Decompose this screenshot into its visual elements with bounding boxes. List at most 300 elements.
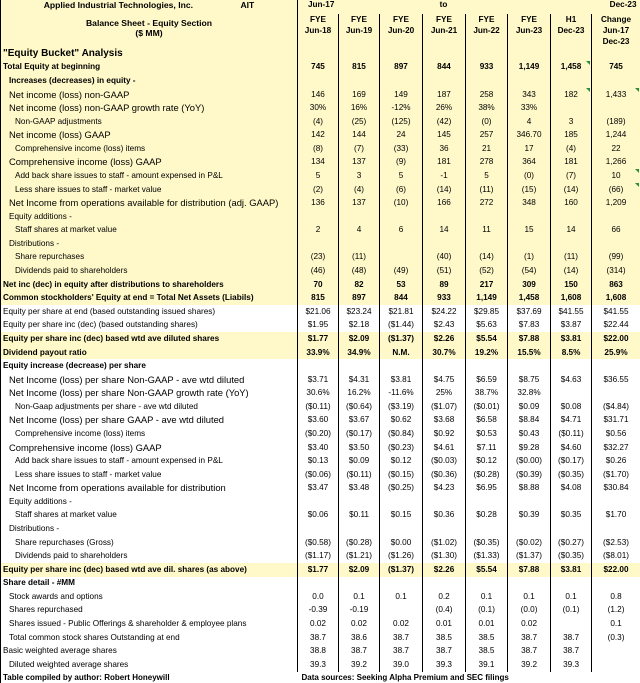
cell-value: (2) <box>298 183 339 197</box>
cell-value: $3.47 <box>298 482 339 496</box>
cell-value: (0.0) <box>508 604 551 618</box>
cell-value: $2.26 <box>423 332 466 346</box>
cell-value: ($0.35) <box>466 536 508 550</box>
cell-value: ($0.01) <box>466 400 508 414</box>
cell-value: 21 <box>466 142 508 156</box>
cell-value: $5.54 <box>466 563 508 577</box>
cell-value: -1 <box>423 169 466 183</box>
row-label: Diluted weighted average shares <box>1 658 298 672</box>
table-row <box>1 61 640 75</box>
cell-value: $7.11 <box>466 441 508 455</box>
cell-value: ($0.11) <box>298 400 339 414</box>
cell-value: 0.02 <box>508 617 551 631</box>
cell-value: $4.61 <box>423 441 466 455</box>
cell-value: 815 <box>298 291 339 305</box>
cell-value: 1,433 <box>592 88 640 102</box>
cell-value: $31.71 <box>592 414 640 428</box>
cell-value: $3.68 <box>423 414 466 428</box>
cell-value: 181 <box>551 156 592 170</box>
cell-value: 30% <box>298 101 339 115</box>
table-row <box>1 604 640 618</box>
cell-value: 182 <box>551 88 592 102</box>
cell-value: $1.77 <box>298 563 339 577</box>
table-row <box>1 210 640 224</box>
cell-value: 8.5% <box>551 346 592 360</box>
table-row <box>1 536 640 550</box>
cell-value <box>592 47 640 61</box>
cell-value: (14) <box>423 183 466 197</box>
cell-value: $0.92 <box>423 427 466 441</box>
cell-value: ($0.02) <box>508 536 551 550</box>
col-period-2: Jun-20 <box>380 25 423 36</box>
cell-value: 0.1 <box>380 590 423 604</box>
cell-value: ($4.84) <box>592 400 640 414</box>
cell-value: 39.2 <box>339 658 380 672</box>
cell-value: (54) <box>508 264 551 278</box>
cell-value: 2 <box>298 224 339 238</box>
row-label: Net Income (loss) per share Non-GAAP - ave wtd diluted <box>1 373 298 387</box>
cell-value <box>551 359 592 373</box>
cell-value: $8.88 <box>508 482 551 496</box>
cell-value: $4.71 <box>551 414 592 428</box>
cell-value: $0.35 <box>551 509 592 523</box>
cell-value: $6.59 <box>466 373 508 387</box>
cell-value: 1,608 <box>551 291 592 305</box>
cell-value: 66 <box>592 224 640 238</box>
table-row <box>1 74 640 88</box>
cell-value: ($0.27) <box>551 536 592 550</box>
cell-value: 15.5% <box>508 346 551 360</box>
cell-value <box>551 47 592 61</box>
row-label: Equity per share inc (dec) (based outstanding shares) <box>1 319 298 333</box>
col-type-2: FYE <box>380 14 423 25</box>
cell-value: $22.00 <box>592 332 640 346</box>
cell-value: 933 <box>466 61 508 75</box>
cell-value: 17 <box>508 142 551 156</box>
cell-value: $41.55 <box>551 305 592 319</box>
cell-value: (314) <box>592 264 640 278</box>
row-label: Increases (decreases) in equity - <box>1 74 298 88</box>
row-label: Staff shares at market value <box>1 224 298 238</box>
cell-value: $6.58 <box>466 414 508 428</box>
cell-value: 36 <box>423 142 466 156</box>
cell-value: $9.28 <box>508 441 551 455</box>
cell-value: (51) <box>423 264 466 278</box>
col-period2-6 <box>551 36 592 47</box>
cell-value <box>551 577 592 591</box>
cell-value: (11) <box>466 183 508 197</box>
cell-value: 1,244 <box>592 128 640 142</box>
table-row <box>1 549 640 563</box>
cell-value <box>380 210 423 224</box>
table-row <box>1 631 640 645</box>
cell-value: ($1.17) <box>298 549 339 563</box>
col-period-1: Jun-19 <box>339 25 380 36</box>
row-label: Comprehensive income (loss) GAAP <box>1 441 298 455</box>
cell-value: 0.1 <box>508 590 551 604</box>
cell-value: ($0.11) <box>339 468 380 482</box>
row-label: Net Income from operations available for distribution <box>1 482 298 496</box>
cell-value: 364 <box>508 156 551 170</box>
cell-value: (11) <box>339 251 380 265</box>
table-row <box>1 346 640 360</box>
cell-value <box>466 47 508 61</box>
cell-value: 26% <box>423 101 466 115</box>
cell-value <box>298 359 339 373</box>
cell-value <box>380 577 423 591</box>
cell-value: $1.95 <box>298 319 339 333</box>
col-type-4: FYE <box>466 14 508 25</box>
row-label: Shares repurchased <box>1 604 298 618</box>
cell-value <box>592 386 640 400</box>
table-row <box>1 644 640 658</box>
cell-value: (0.1) <box>551 604 592 618</box>
cell-value: 815 <box>339 61 380 75</box>
table-row <box>1 522 640 536</box>
row-label: Non-Gaap adjustments per share - ave wtd diluted <box>1 400 298 414</box>
cell-value <box>466 210 508 224</box>
cell-value: $4.63 <box>551 373 592 387</box>
cell-value <box>339 74 380 88</box>
cell-value: $0.39 <box>508 509 551 523</box>
row-label: Equity per share at end (based outstanding issued shares) <box>1 305 298 319</box>
table-row <box>1 386 640 400</box>
cell-value: 30.6% <box>298 386 339 400</box>
cell-value: $5.63 <box>466 319 508 333</box>
cell-value: 1,209 <box>592 196 640 210</box>
cell-value: (52) <box>466 264 508 278</box>
col-period-3: Jun-21 <box>423 25 466 36</box>
cell-value: (40) <box>423 251 466 265</box>
row-label: Equity additions - <box>1 210 298 224</box>
cell-value: $22.44 <box>592 319 640 333</box>
cell-value <box>508 74 551 88</box>
cell-value: $22.00 <box>592 563 640 577</box>
row-label: Net income (loss) non-GAAP growth rate (YoY) <box>1 101 298 115</box>
table-row <box>1 224 640 238</box>
cell-value: ($0.64) <box>339 400 380 414</box>
cell-value: $3.81 <box>380 373 423 387</box>
cell-value <box>423 495 466 509</box>
cell-value <box>551 617 592 631</box>
cell-value: -0.19 <box>339 604 380 618</box>
cell-value: $0.15 <box>380 509 423 523</box>
cell-value <box>380 495 423 509</box>
table-row <box>1 482 640 496</box>
row-label: Total Equity at beginning <box>1 61 298 75</box>
cell-value: ($1.07) <box>423 400 466 414</box>
cell-value: 24 <box>380 128 423 142</box>
cell-value: $2.18 <box>339 319 380 333</box>
cell-value: ($0.23) <box>380 441 423 455</box>
cell-value: (49) <box>380 264 423 278</box>
table-row <box>1 88 640 102</box>
cell-value: 0.0 <box>298 590 339 604</box>
cell-value <box>466 74 508 88</box>
col-type-3: FYE <box>423 14 466 25</box>
table-row <box>1 101 640 115</box>
cell-value: 1,608 <box>592 291 640 305</box>
col-type-6: H1 <box>551 14 592 25</box>
cell-value: $7.88 <box>508 332 551 346</box>
row-label: Comprehensive income (loss) items <box>1 142 298 156</box>
row-label: Net income (loss) non-GAAP <box>1 88 298 102</box>
cell-value: 11 <box>466 224 508 238</box>
col-period2-4 <box>466 36 508 47</box>
cell-value: 309 <box>508 278 551 292</box>
cell-value <box>592 495 640 509</box>
cell-value <box>423 237 466 251</box>
cell-value <box>339 210 380 224</box>
table-body <box>1 47 640 672</box>
table-row <box>1 400 640 414</box>
cell-value: 33% <box>508 101 551 115</box>
table-row <box>1 590 640 604</box>
cell-value: 0.1 <box>466 590 508 604</box>
cell-value: ($1.37) <box>380 332 423 346</box>
title-block <box>1 0 298 47</box>
cell-value: 346.70 <box>508 128 551 142</box>
cell-value: 38.7 <box>551 631 592 645</box>
subtitle: Balance Sheet - Equity Section <box>85 18 213 28</box>
cell-value <box>298 47 339 61</box>
cell-value: $5.54 <box>466 332 508 346</box>
cell-value <box>592 74 640 88</box>
cell-value: 10 <box>592 169 640 183</box>
cell-value: 160 <box>551 196 592 210</box>
cell-value: (66) <box>592 183 640 197</box>
cell-value <box>508 237 551 251</box>
cell-value: 22 <box>592 142 640 156</box>
cell-value: 38.7 <box>423 644 466 658</box>
cell-value <box>592 359 640 373</box>
row-label: Shares issued - Public Offerings & shareholder & employee plans <box>1 617 298 631</box>
cell-value <box>423 47 466 61</box>
cell-value: (1) <box>508 251 551 265</box>
cell-value: 145 <box>423 128 466 142</box>
cell-value: 14 <box>423 224 466 238</box>
cell-value: 258 <box>466 88 508 102</box>
cell-value: 1,149 <box>466 291 508 305</box>
cell-value: $0.12 <box>466 454 508 468</box>
col-period2-5 <box>508 36 551 47</box>
cell-value: (125) <box>380 115 423 129</box>
cell-value: 39.3 <box>551 658 592 672</box>
cell-value: 144 <box>339 128 380 142</box>
cell-value <box>380 74 423 88</box>
cell-value <box>380 237 423 251</box>
cell-value: 278 <box>466 156 508 170</box>
cell-value: ($0.06) <box>298 468 339 482</box>
cell-value <box>339 47 380 61</box>
cell-value <box>466 359 508 373</box>
cell-value: $0.11 <box>339 509 380 523</box>
cell-value <box>592 210 640 224</box>
cell-value: 0.8 <box>592 590 640 604</box>
cell-value: 0.1 <box>592 617 640 631</box>
col-period2-7: Dec-23 <box>592 36 640 47</box>
cell-value: $3.71 <box>298 373 339 387</box>
cell-value: $3.48 <box>339 482 380 496</box>
cell-value: $0.53 <box>466 427 508 441</box>
row-label: Share repurchases <box>1 251 298 265</box>
cell-value: 137 <box>339 196 380 210</box>
cell-value: ($1.02) <box>423 536 466 550</box>
table-row <box>1 115 640 129</box>
cell-value: 1,266 <box>592 156 640 170</box>
cell-value: (14) <box>466 251 508 265</box>
row-label: Add back share issues to staff - amount expensed in P&L <box>1 454 298 468</box>
cell-value <box>298 237 339 251</box>
cell-value: 38.8 <box>298 644 339 658</box>
cell-value <box>298 577 339 591</box>
cell-value <box>380 251 423 265</box>
row-label: Net inc (dec) in equity after distributions to shareholders <box>1 278 298 292</box>
table-row <box>1 264 640 278</box>
cell-value: 38.7 <box>298 631 339 645</box>
cell-value: $0.56 <box>592 427 640 441</box>
cell-value: 38.7 <box>508 631 551 645</box>
cell-value: 0.2 <box>423 590 466 604</box>
table-row <box>1 47 640 61</box>
table-row <box>1 577 640 591</box>
cell-value: (99) <box>592 251 640 265</box>
cell-value: ($0.35) <box>551 549 592 563</box>
cell-value: ($1.21) <box>339 549 380 563</box>
cell-value <box>592 237 640 251</box>
row-label: Net Income from operations available for distribution (adj. GAAP) <box>1 196 298 210</box>
cell-value: ($0.28) <box>466 468 508 482</box>
cell-value: $8.84 <box>508 414 551 428</box>
cell-value: $7.88 <box>508 563 551 577</box>
table-row <box>1 305 640 319</box>
cell-value <box>298 522 339 536</box>
col-period-4: Jun-22 <box>466 25 508 36</box>
cell-value: 39.3 <box>423 658 466 672</box>
cell-value: $0.62 <box>380 414 423 428</box>
cell-value: $23.24 <box>339 305 380 319</box>
table-row <box>1 237 640 251</box>
cell-value: ($1.30) <box>423 549 466 563</box>
range-to: Dec-23 <box>508 0 640 14</box>
cell-value: 82 <box>339 278 380 292</box>
row-label: Equity increase (decrease) per share <box>1 359 298 373</box>
cell-value: 897 <box>339 291 380 305</box>
cell-value: 38.7 <box>339 644 380 658</box>
table-row <box>1 454 640 468</box>
cell-value <box>551 74 592 88</box>
row-label: Equity per share inc (dec) based wtd ave diluted shares <box>1 332 298 346</box>
row-label: Total common stock shares Outstanding at end <box>1 631 298 645</box>
cell-value <box>339 577 380 591</box>
cell-value: (33) <box>380 142 423 156</box>
cell-value: $0.09 <box>339 454 380 468</box>
cell-value: 19.2% <box>466 346 508 360</box>
row-label: Distributions - <box>1 522 298 536</box>
cell-value: 38.7 <box>380 631 423 645</box>
cell-value: ($8.01) <box>592 549 640 563</box>
cell-value: 33.9% <box>298 346 339 360</box>
row-label: Stock awards and options <box>1 590 298 604</box>
cell-value: -0.39 <box>298 604 339 618</box>
cell-value: 14 <box>551 224 592 238</box>
row-label: Common stockholders' Equity at end = Total Net Assets (Liabils) <box>1 291 298 305</box>
table-row <box>1 251 640 265</box>
cell-value: $3.81 <box>551 332 592 346</box>
cell-value: 39.3 <box>298 658 339 672</box>
cell-value: ($1.37) <box>508 549 551 563</box>
col-period-5: Jun-23 <box>508 25 551 36</box>
cell-value: 0.01 <box>466 617 508 631</box>
cell-value: 745 <box>592 61 640 75</box>
cell-value: 38.7% <box>466 386 508 400</box>
row-label: Dividend payout ratio <box>1 346 298 360</box>
cell-value: (14) <box>551 264 592 278</box>
cell-value: 0.01 <box>423 617 466 631</box>
cell-value: $1.70 <box>592 509 640 523</box>
cell-value: 16% <box>339 101 380 115</box>
cell-value: 181 <box>423 156 466 170</box>
cell-value: 0.02 <box>339 617 380 631</box>
cell-value: 0.02 <box>298 617 339 631</box>
cell-value: 38.7 <box>508 644 551 658</box>
table-row <box>1 128 640 142</box>
cell-value: ($0.84) <box>380 427 423 441</box>
table-row <box>1 617 640 631</box>
table-row <box>1 427 640 441</box>
table-row <box>1 414 640 428</box>
cell-value: (9) <box>380 156 423 170</box>
cell-value: 134 <box>298 156 339 170</box>
cell-value: 5 <box>466 169 508 183</box>
row-label: Distributions - <box>1 237 298 251</box>
cell-value: 89 <box>423 278 466 292</box>
cell-value: 39.0 <box>380 658 423 672</box>
cell-value: (0.1) <box>466 604 508 618</box>
cell-value <box>508 210 551 224</box>
cell-value: 4 <box>339 224 380 238</box>
col-period-0: Jun-18 <box>298 25 339 36</box>
cell-value: 343 <box>508 88 551 102</box>
cell-value: $3.50 <box>339 441 380 455</box>
data-sources: Data sources: Seeking Alpha Premium and SEC filings <box>298 672 640 683</box>
cell-value: 16.2% <box>339 386 380 400</box>
cell-value: ($0.58) <box>298 536 339 550</box>
cell-value: $2.43 <box>423 319 466 333</box>
cell-value: $3.60 <box>298 414 339 428</box>
cell-value: ($0.35) <box>551 468 592 482</box>
cell-value: ($0.36) <box>423 468 466 482</box>
col-period2-3 <box>423 36 466 47</box>
cell-value: 185 <box>551 128 592 142</box>
table-row <box>1 658 640 672</box>
units: ($ MM) <box>135 28 163 38</box>
cell-value: 272 <box>466 196 508 210</box>
row-label: Share detail - #MM <box>1 577 298 591</box>
cell-value: $8.75 <box>508 373 551 387</box>
row-label: Comprehensive income (loss) items <box>1 427 298 441</box>
cell-value: (6) <box>380 183 423 197</box>
cell-value: $41.55 <box>592 305 640 319</box>
cell-value: (4) <box>339 183 380 197</box>
table-row <box>1 468 640 482</box>
table-row <box>1 332 640 346</box>
cell-value <box>423 522 466 536</box>
cell-value: $0.09 <box>508 400 551 414</box>
cell-value: $37.69 <box>508 305 551 319</box>
cell-value: $0.36 <box>423 509 466 523</box>
row-label: Equity per share inc (dec) based wtd ave dil. shares (as above) <box>1 563 298 577</box>
